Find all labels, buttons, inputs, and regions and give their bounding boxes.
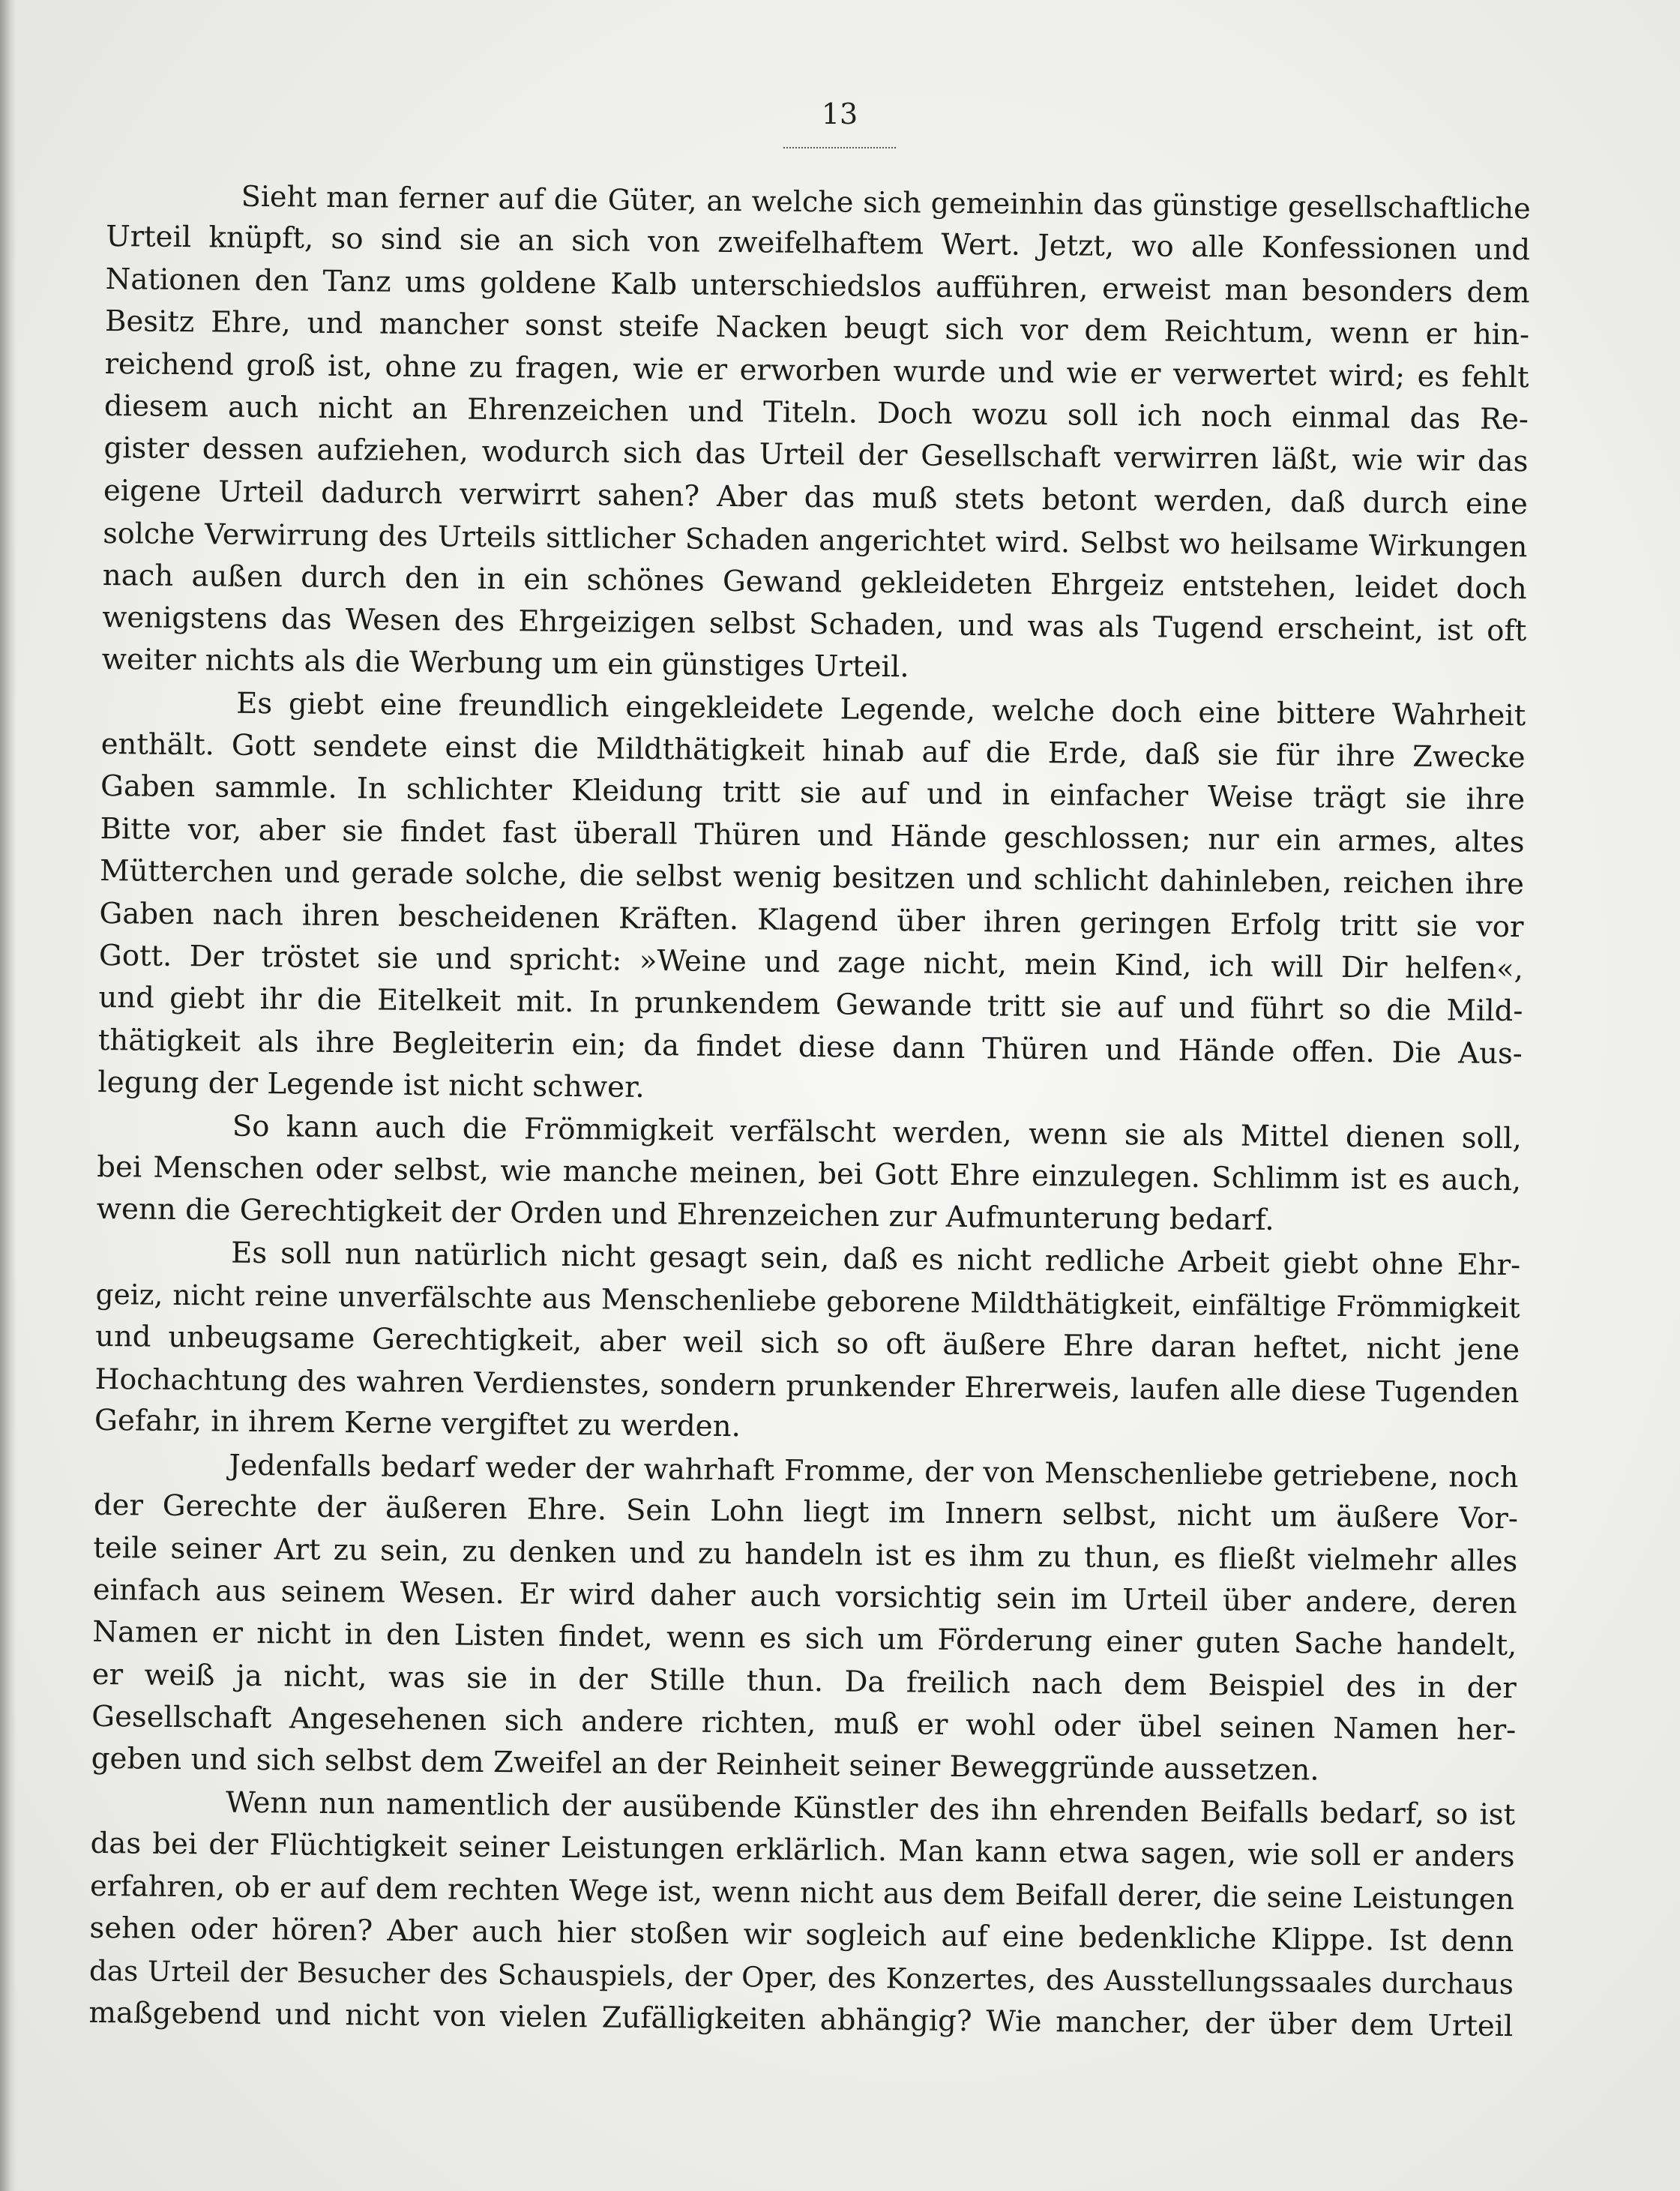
text-line: legung der Legende ist nicht schwer.	[97, 1066, 645, 1105]
text-line: diesem auch nicht an Ehrenzeichen und Titeln. Doch wozu soll ich noch einmal das Re-	[103, 388, 1529, 437]
text-line: Jedenfalls bedarf weder der wahrhaft Fromme, der von Menschenliebe getriebene, noch	[229, 1448, 1519, 1494]
text-line: enthält. Gott sendete einst die Mildthätigkeit hinab auf die Erde, daß sie für ihre Zwecke	[100, 727, 1526, 775]
text-line: Nationen den Tanz ums goldene Kalb unterschiedslos aufführen, erweist man besonders dem	[105, 262, 1530, 310]
text-line: Hochachtung des wahren Verdienstes, sondern prunkender Ehrerweis, laufen alle diese Tugenden	[94, 1362, 1520, 1410]
text-line: Es giebt eine freundlich eingekleidete Legende, welche doch eine bittere Wahrheit	[236, 686, 1526, 733]
text-line: Bitte vor, aber sie findet fast überall Thüren und Hände geschlossen; nur ein armes, altes	[100, 811, 1525, 860]
text-line: solche Verwirrung des Urteils sittlicher Schaden angerichtet wird. Selbst wo heilsame Wirkungen	[103, 517, 1528, 564]
page-binding-shadow	[0, 0, 16, 2191]
text-line: erfahren, ob er auf dem rechten Wege ist, wenn nicht aus dem Beifall derer, die seine Leistungen	[89, 1869, 1515, 1917]
text-line: geiz, nicht reine unverfälschte aus Menschenliebe geborene Mildthätigkeit, einfältige Frömmigkeit	[95, 1278, 1520, 1325]
text-line: reichend groß ist, ohne zu fragen, wie er erworben wurde und wie er verwertet wird; es fehlt	[104, 346, 1529, 394]
text-line: thätigkeit als ihre Begleiterin ein; da findet diese dann Thüren und Hände offen. Die Aus-	[97, 1023, 1523, 1071]
text-line: der Gerechte der äußeren Ehre. Sein Lohn liegt im Innern selbst, nicht um äußere Vor-	[93, 1488, 1519, 1536]
text-line: Gaben nach ihren bescheidenen Kräften. Klagend über ihren geringen Erfolg tritt sie vor	[99, 896, 1524, 944]
text-line: maßgebend und nicht von vielen Zufälligkeiten abhängig? Wie mancher, der über dem Urteil	[88, 1995, 1514, 2043]
text-line: Namen er nicht in den Listen findet, wenn es sich um Förderung einer guten Sache handelt,	[92, 1615, 1517, 1663]
text-line: einfach aus seinem Wesen. Er wird daher auch vorsichtig sein im Urteil über andere, deren	[92, 1572, 1518, 1621]
text-line: das Urteil der Besucher des Schauspiels, der Oper, des Konzertes, des Ausstellungssaales durchaus	[88, 1954, 1514, 2001]
text-line: wenigstens das Wesen des Ehrgeizigen selbst Schaden, und was als Tugend erscheint, ist oft	[102, 600, 1527, 649]
text-line: Sieht man ferner auf die Güter, an welche sich gemeinhin das günstige gesellschaftliche	[241, 179, 1531, 226]
text-line: Urteil knüpft, so sind sie an sich von zweifelhaftem Wert. Jetzt, wo alle Konfessionen und	[105, 220, 1531, 268]
text-line: und giebt ihr die Eitelkeit mit. In prunkendem Gewande tritt sie auf und führt so die Mild-	[98, 981, 1523, 1029]
text-line: er weiß ja nicht, was sie in der Stille thun. Da freilich nach dem Beispiel des in der	[91, 1657, 1517, 1705]
text-line: das bei der Flüchtigkeit seiner Leistungen erklärlich. Man kann etwa sagen, wie soll er anders	[90, 1827, 1515, 1875]
text-line: Besitz Ehre, und mancher sonst steife Nacken beugt sich vor dem Reichtum, wenn er hin-	[104, 304, 1530, 352]
text-line: Gesellschaft Angesehenen sich andere richten, muß er wohl oder übel seinen Namen her-	[91, 1699, 1517, 1748]
text-line: gister dessen aufziehen, wodurch sich das Urteil der Gesellschaft verwirren läßt, wie wir das	[103, 431, 1529, 479]
text-line: Wenn nun namentlich der ausübende Künstler des ihn ehrenden Beifalls bedarf, so ist	[225, 1785, 1516, 1832]
text-line: eigene Urteil dadurch verwirrt sahen? Aber das muß stets betont werden, daß durch eine	[103, 473, 1529, 521]
text-line: teile seiner Art zu sein, zu denken und zu handeln ist es ihm zu thun, es fließt vielmehr alles	[93, 1530, 1518, 1578]
body-text	[88, 174, 1531, 2092]
text-line: Mütterchen und gerade solche, die selbst wenig besitzen und schlicht dahinleben, reichen ihre	[99, 854, 1525, 902]
page-number-ornament	[783, 142, 896, 148]
text-line: Gaben sammle. In schlichter Kleidung tritt sie auf und in einfacher Weise trägt sie ihre	[100, 769, 1526, 817]
text-line: wenn die Gerechtigkeit der Orden und Ehrenzeichen zur Aufmunterung bedarf.	[96, 1192, 1274, 1238]
text-line: Gefahr, in ihrem Kerne vergiftet zu werden.	[94, 1404, 741, 1444]
text-line: sehen oder hören? Aber auch hier stoßen wir sogleich auf eine bedenkliche Klippe. Ist denn	[89, 1911, 1514, 1959]
text-line: bei Menschen oder selbst, wie manche meinen, bei Gott Ehre einzulegen. Schlimm ist es auch,	[97, 1149, 1522, 1198]
text-line: Gott. Der tröstet sie und spricht: »Weine und zage nicht, mein Kind, ich will Dir helfen«,	[98, 938, 1524, 987]
text-line: Es soll nun natürlich nicht gesagt sein, daß es nicht redliche Arbeit giebt ohne Ehr-	[230, 1236, 1521, 1282]
text-line: nach außen durch den in ein schönes Gewand gekleideten Ehrgeiz entstehen, leidet doch	[102, 558, 1527, 606]
text-line: So kann auch die Frömmigkeit verfälscht werden, wenn sie als Mittel dienen soll,	[232, 1109, 1522, 1155]
text-line: weiter nichts als die Werbung um ein günstiges Urteil.	[101, 643, 909, 685]
text-line: und unbeugsame Gerechtigkeit, aber weil sich so oft äußere Ehre daran heftet, nicht jene	[94, 1319, 1520, 1367]
page-number: 13	[821, 97, 858, 130]
text-line: geben und sich selbst dem Zweifel an der Reinheit seiner Beweggründe aussetzen.	[91, 1742, 1319, 1788]
